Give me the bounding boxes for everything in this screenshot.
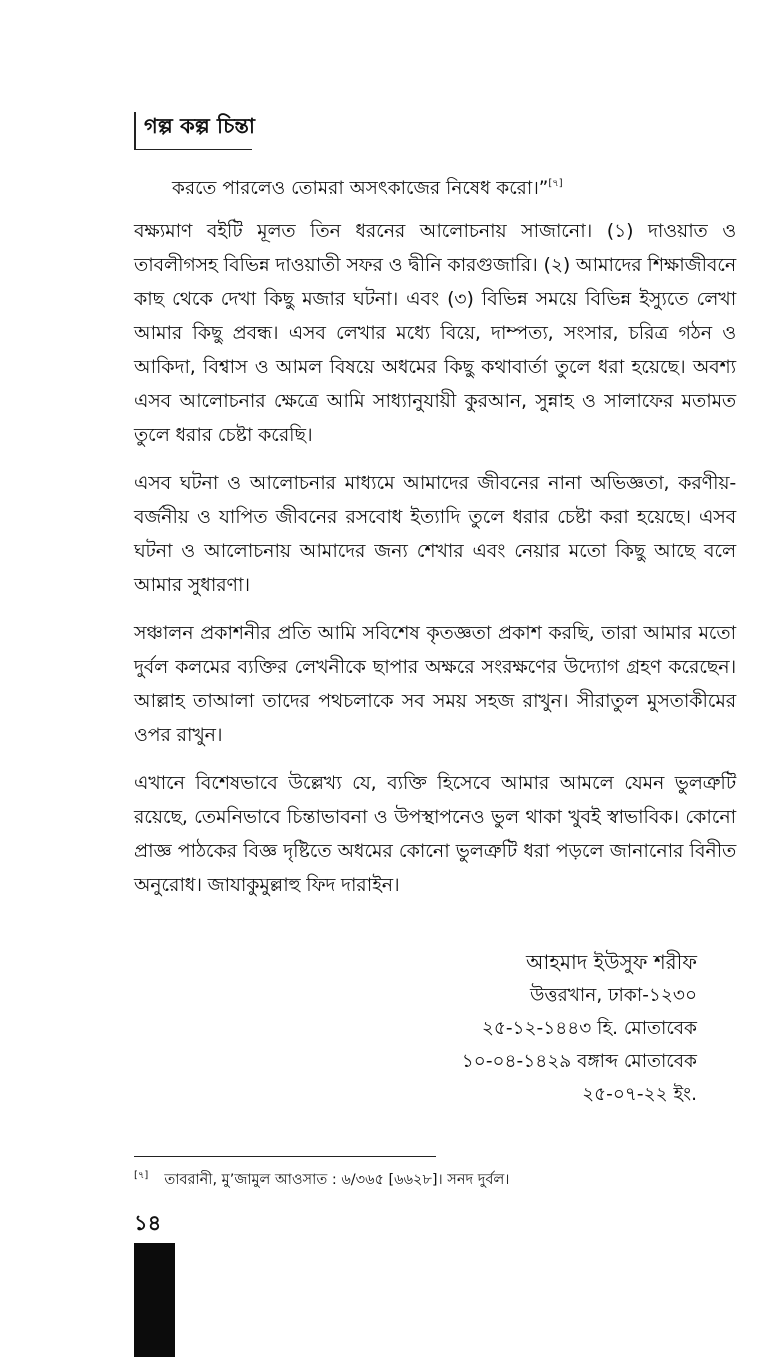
footnote	[134, 1164, 509, 1192]
page-edge-tab	[134, 1243, 175, 1357]
author-signature-block	[462, 946, 697, 1111]
header-rule	[134, 149, 252, 150]
bangla-date: ১০-০৪-১৪২৯ বঙ্গাব্দ মোতাবেক	[461, 1051, 697, 1072]
author-place: উত্তরখান, ঢাকা-১২৩০	[529, 985, 697, 1006]
quote-text: করতে পারলেও তোমরা অসৎকাজের নিষেধ করো।”	[172, 178, 549, 199]
quote-continuation	[172, 170, 563, 203]
paragraph: সঞ্চালন প্রকাশনীর প্রতি আমি সবিশেষ কৃতজ্ঞতা প্রকাশ করছি, তারা আমার মতো দুর্বল কলমের ব্যক্তির লেখনীকে ছাপার অক্ষরে সংরক্ষণের উদ্যোগ গ্রহণ করেছেন। আল্লাহ তাআলা তাদের পথচলাকে সব সময় সহজ রাখুন। সীরাতুল মুসতাকীমের ওপর রাখুন।	[134, 622, 736, 746]
footnote-text: তাবরানী, মু’জামুল আওসাত : ৬/৩৬৫ [৬৬২৮]। সনদ দুর্বল।	[164, 1172, 510, 1188]
hijri-date: ২৫-১২-১৪৪৩ হি. মোতাবেক	[481, 1018, 697, 1039]
book-title: গল্প কল্প চিন্তা	[144, 114, 255, 138]
page-number: ১৪	[134, 1211, 162, 1235]
paragraph: এসব ঘটনা ও আলোচনার মাধ্যমে আমাদের জীবনের নানা অভিজ্ঞতা, করণীয়-বর্জনীয় ও যাপিত জীবনের রসবোধ ইত্যাদি তুলে ধরার চেষ্টা করা হয়েছে। এসব ঘটনা ও আলোচনায় আমাদের জন্য শেখার এবং নেয়ার মতো কিছু আছে বলে আমার সুধারণা।	[134, 472, 736, 596]
author-name: আহমাদ ইউসুফ শরীফ	[526, 950, 697, 974]
gregorian-date: ২৫-০৭-২২ ইং.	[582, 1084, 697, 1105]
footnote-reference: [৭]	[548, 178, 563, 189]
body-text	[134, 214, 736, 916]
paragraph: এখানে বিশেষভাবে উল্লেখ্য যে, ব্যক্তি হিসেবে আমার আমলে যেমন ভুলত্রুটি রয়েছে, তেমনিভাবে চিন্তাভাবনা ও উপস্থাপনেও ভুল থাকা খুবই স্বাভাবিক। কোনো প্রাজ্ঞ পাঠকের বিজ্ঞ দৃষ্টিতে অধমের কোনো ভুলত্রুটি ধরা পড়লে জানানোর বিনীত অনুরোধ। জাযাকুমুল্লাহু ফিদ দারাইন।	[134, 772, 736, 896]
paragraph: বক্ষ্যমাণ বইটি মূলত তিন ধরনের আলোচনায় সাজানো। (১) দাওয়াত ও তাবলীগসহ বিভিন্ন দাওয়াতী সফর ও দ্বীনি কারগুজারি। (২) আমাদের শিক্ষাজীবনে কাছ থেকে দেখা কিছু মজার ঘটনা। এবং (৩) বিভিন্ন সময়ে বিভিন্ন ইস্যুতে লেখা আমার কিছু প্রবন্ধ। এসব লেখার মধ্যে বিয়ে, দাম্পত্য, সংসার, চরিত্র গঠন ও আকিদা, বিশ্বাস ও আমল বিষয়ে অধমের কিছু কথাবার্তা তুলে ধরা হয়েছে। অবশ্য এসব আলোচনার ক্ষেত্রে আমি সাধ্যানুযায়ী কুরআন, সুন্নাহ ও সালাফের মতামত তুলে ধরার চেষ্টা করেছি।	[134, 220, 736, 446]
footnote-mark: [৭]	[134, 1170, 149, 1181]
footnote-rule	[134, 1156, 436, 1157]
running-header	[134, 112, 255, 150]
